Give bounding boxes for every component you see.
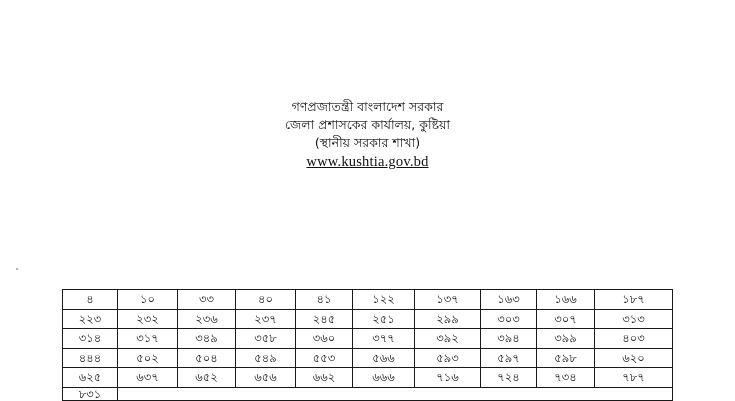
table-cell: ২৩২	[118, 309, 178, 329]
table-cell: ৪৪৪	[63, 348, 118, 368]
table-cell: ৪	[63, 290, 118, 310]
table-row	[63, 348, 673, 368]
table-cell: ৭১৬	[415, 368, 481, 388]
table-cell: ৬২৫	[63, 368, 118, 388]
table-cell: ৩১৭	[118, 329, 178, 349]
table-cell: ৫৪৯	[236, 348, 296, 368]
table-cell: ২২৩	[63, 309, 118, 329]
table-cell: ৩৪৯	[178, 329, 236, 349]
table-cell: ১৩৭	[415, 290, 481, 310]
table-cell: ৭৩৪	[537, 368, 595, 388]
table-cell: ৩০৭	[537, 309, 595, 329]
table-cell: ৪০৩	[595, 329, 673, 349]
table-cell: ২৪৫	[296, 309, 353, 329]
table-cell: ৩৭৭	[353, 329, 415, 349]
table-cell: ২৫১	[353, 309, 415, 329]
table-cell: ১৮৭	[595, 290, 673, 310]
table-cell: ৩৬০	[296, 329, 353, 349]
number-table-body	[63, 290, 673, 401]
table-cell: ৬৬৬	[353, 368, 415, 388]
table-cell: ৩৯২	[415, 329, 481, 349]
table-cell: ১০	[118, 290, 178, 310]
table-cell: ৫৯৭	[481, 348, 537, 368]
table-cell: ৪০	[236, 290, 296, 310]
table-cell: ১৬৩	[481, 290, 537, 310]
table-cell: ৫৯৩	[415, 348, 481, 368]
table-cell: ৩৩	[178, 290, 236, 310]
table-cell: ৩০৩	[481, 309, 537, 329]
website-link[interactable]: www.kushtia.gov.bd	[306, 154, 429, 170]
table-cell: ৬৬২	[296, 368, 353, 388]
table-cell: ৫৯৮	[537, 348, 595, 368]
table-cell: ১২২	[353, 290, 415, 310]
government-title: গণপ্রজাতন্ত্রী বাংলাদেশ সরকার	[291, 99, 444, 114]
table-cell: ১৬৬	[537, 290, 595, 310]
table-row	[63, 329, 673, 349]
table-cell: ৩১৪	[63, 329, 118, 349]
branch-title: (স্থানীয় সরকার শাখা)	[314, 135, 421, 150]
office-title: জেলা প্রশাসকের কার্যালয়, কুষ্টিয়া	[284, 117, 451, 132]
table-cell: ৭৮৭	[595, 368, 673, 388]
table-row	[63, 387, 673, 400]
scan-speck	[16, 268, 18, 270]
number-table-wrapper	[62, 289, 672, 401]
table-cell: ৩৫৮	[236, 329, 296, 349]
table-cell: ৫০২	[118, 348, 178, 368]
table-cell: ৭২৪	[481, 368, 537, 388]
table-cell: ৬৩৭	[118, 368, 178, 388]
table-cell: ২৩৬	[178, 309, 236, 329]
table-cell: ৩৯৯	[537, 329, 595, 349]
table-cell: ৬৫২	[178, 368, 236, 388]
table-cell: ৫৫৩	[296, 348, 353, 368]
table-cell-empty	[118, 387, 673, 400]
number-table	[62, 289, 673, 401]
table-row	[63, 309, 673, 329]
table-cell: ২৩৭	[236, 309, 296, 329]
table-cell: ৫০৪	[178, 348, 236, 368]
table-cell: ৪১	[296, 290, 353, 310]
table-cell: ৩৯৪	[481, 329, 537, 349]
table-cell: ৮৩১	[63, 387, 118, 400]
table-cell: ২৯৯	[415, 309, 481, 329]
table-cell: ৩১৩	[595, 309, 673, 329]
table-row	[63, 368, 673, 388]
table-cell: ৬৫৬	[236, 368, 296, 388]
table-row	[63, 290, 673, 310]
table-cell: ৬২০	[595, 348, 673, 368]
table-cell: ৫৬৬	[353, 348, 415, 368]
letterhead	[0, 98, 735, 172]
